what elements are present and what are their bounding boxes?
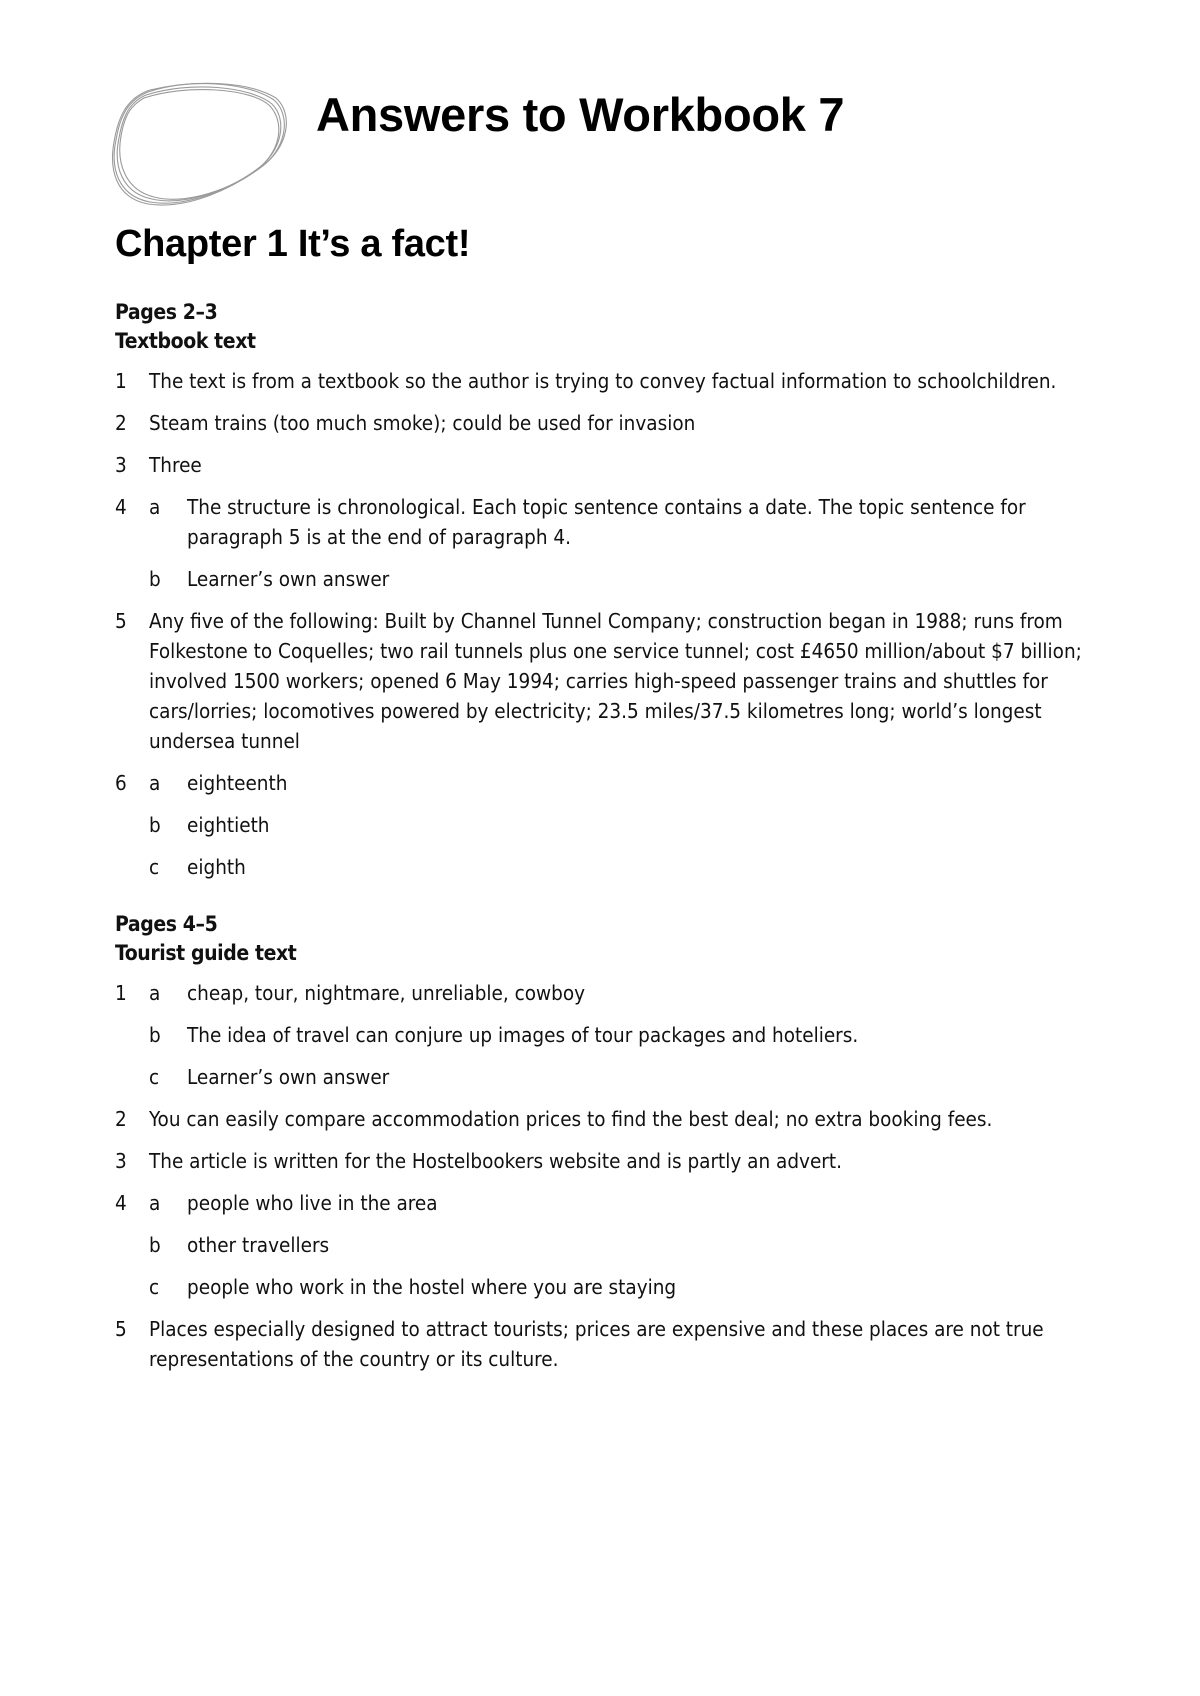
answer-item bbox=[115, 1230, 1100, 1260]
answer-text: Learner’s own answer bbox=[187, 567, 390, 591]
answer-text: The idea of travel can conjure up images of tour packages and hoteliers. bbox=[187, 1023, 859, 1047]
answer-text: eighth bbox=[187, 855, 246, 879]
answer-item bbox=[115, 1062, 1100, 1092]
answer-item bbox=[115, 852, 1100, 882]
question-number: 5 bbox=[115, 1317, 127, 1341]
answer-item bbox=[115, 1272, 1100, 1302]
section-pages-2-3 bbox=[115, 298, 1100, 882]
question-number: 1 bbox=[115, 981, 127, 1005]
question-number bbox=[115, 1062, 149, 1092]
answer-text: cheap, tour, nightmare, unreliable, cowboy bbox=[187, 981, 586, 1005]
answers-content bbox=[115, 298, 1100, 1386]
section-heading: Tourist guide text bbox=[115, 941, 297, 965]
question-number: 4 bbox=[115, 1191, 127, 1215]
answer-item bbox=[115, 408, 1100, 438]
answer-text: The article is written for the Hostelbookers website and is partly an advert. bbox=[149, 1149, 842, 1173]
answer-item bbox=[115, 810, 1100, 840]
answer-item bbox=[115, 1146, 1100, 1176]
question-number: 2 bbox=[115, 1107, 127, 1131]
answer-text: The structure is chronological. Each topic sentence contains a date. The topic sentence for paragraph 5 is at the end of paragraph 4. bbox=[187, 495, 1026, 549]
answer-item bbox=[115, 1020, 1100, 1050]
answer-item bbox=[115, 1314, 1100, 1374]
question-number: 3 bbox=[115, 453, 127, 477]
answer-text: You can easily compare accommodation prices to find the best deal; no extra booking fees. bbox=[149, 1107, 993, 1131]
answer-text: Three bbox=[149, 453, 202, 477]
answer-item bbox=[115, 768, 1100, 798]
answer-list bbox=[115, 366, 1100, 882]
answer-item bbox=[115, 366, 1100, 396]
section-pages-label: Pages 4–5 bbox=[115, 912, 218, 936]
answer-item bbox=[115, 450, 1100, 480]
question-number: 5 bbox=[115, 609, 127, 633]
answer-item bbox=[115, 978, 1100, 1008]
question-number bbox=[115, 1272, 149, 1302]
answer-text: Learner’s own answer bbox=[187, 1065, 390, 1089]
answer-text: eighteenth bbox=[187, 771, 288, 795]
subquestion-letter: b bbox=[149, 567, 161, 591]
subquestion-letter: c bbox=[149, 1275, 160, 1299]
question-number: 1 bbox=[115, 369, 127, 393]
document-title: Answers to Workbook 7 bbox=[316, 88, 845, 141]
subquestion-letter: a bbox=[149, 771, 161, 795]
question-number bbox=[115, 564, 149, 594]
answer-text: people who work in the hostel where you are staying bbox=[187, 1275, 677, 1299]
answer-item bbox=[115, 492, 1100, 552]
answer-text: eightieth bbox=[187, 813, 270, 837]
question-number: 2 bbox=[115, 411, 127, 435]
hand-drawn-loop-icon bbox=[110, 80, 290, 212]
answer-text: people who live in the area bbox=[187, 1191, 438, 1215]
question-number bbox=[115, 1230, 149, 1260]
section-pages-label: Pages 2–3 bbox=[115, 300, 218, 324]
answer-text: Steam trains (too much smoke); could be used for invasion bbox=[149, 411, 696, 435]
subquestion-letter: b bbox=[149, 813, 161, 837]
subquestion-letter: c bbox=[149, 855, 160, 879]
question-number bbox=[115, 1020, 149, 1050]
answer-item bbox=[115, 606, 1100, 756]
subquestion-letter: a bbox=[149, 495, 161, 519]
section-pages-4-5 bbox=[115, 910, 1100, 1374]
answer-text: Places especially designed to attract tourists; prices are expensive and these places are not true representations of the country or its culture. bbox=[149, 1317, 1044, 1371]
answer-item bbox=[115, 564, 1100, 594]
chapter-heading: Chapter 1 It’s a fact! bbox=[115, 223, 471, 265]
question-number bbox=[115, 810, 149, 840]
subquestion-letter: b bbox=[149, 1023, 161, 1047]
question-number: 6 bbox=[115, 771, 127, 795]
question-number: 3 bbox=[115, 1149, 127, 1173]
answer-text: The text is from a textbook so the author is trying to convey factual information to schoolchildren. bbox=[149, 369, 1057, 393]
answer-item bbox=[115, 1104, 1100, 1134]
answer-list bbox=[115, 978, 1100, 1374]
question-number: 4 bbox=[115, 495, 127, 519]
answer-text: Any five of the following: Built by Channel Tunnel Company; construction began in 1988; runs from Folkestone to Coquelles; two rail tunnels plus one service tunnel; cost £4650 million/about $7 billion; involved 1500 workers; opened 6 May 1994; carries high-speed passenger trains and shuttles for cars/lorries; locomotives powered by electricity; 23.5 miles/37.5 kilometres long; world’s longest undersea tunnel bbox=[149, 609, 1082, 753]
subquestion-letter: a bbox=[149, 1191, 161, 1215]
subquestion-letter: b bbox=[149, 1233, 161, 1257]
subquestion-letter: a bbox=[149, 981, 161, 1005]
subquestion-letter: c bbox=[149, 1065, 160, 1089]
section-heading: Textbook text bbox=[115, 329, 256, 353]
question-number bbox=[115, 852, 149, 882]
answer-item bbox=[115, 1188, 1100, 1218]
answer-text: other travellers bbox=[187, 1233, 330, 1257]
